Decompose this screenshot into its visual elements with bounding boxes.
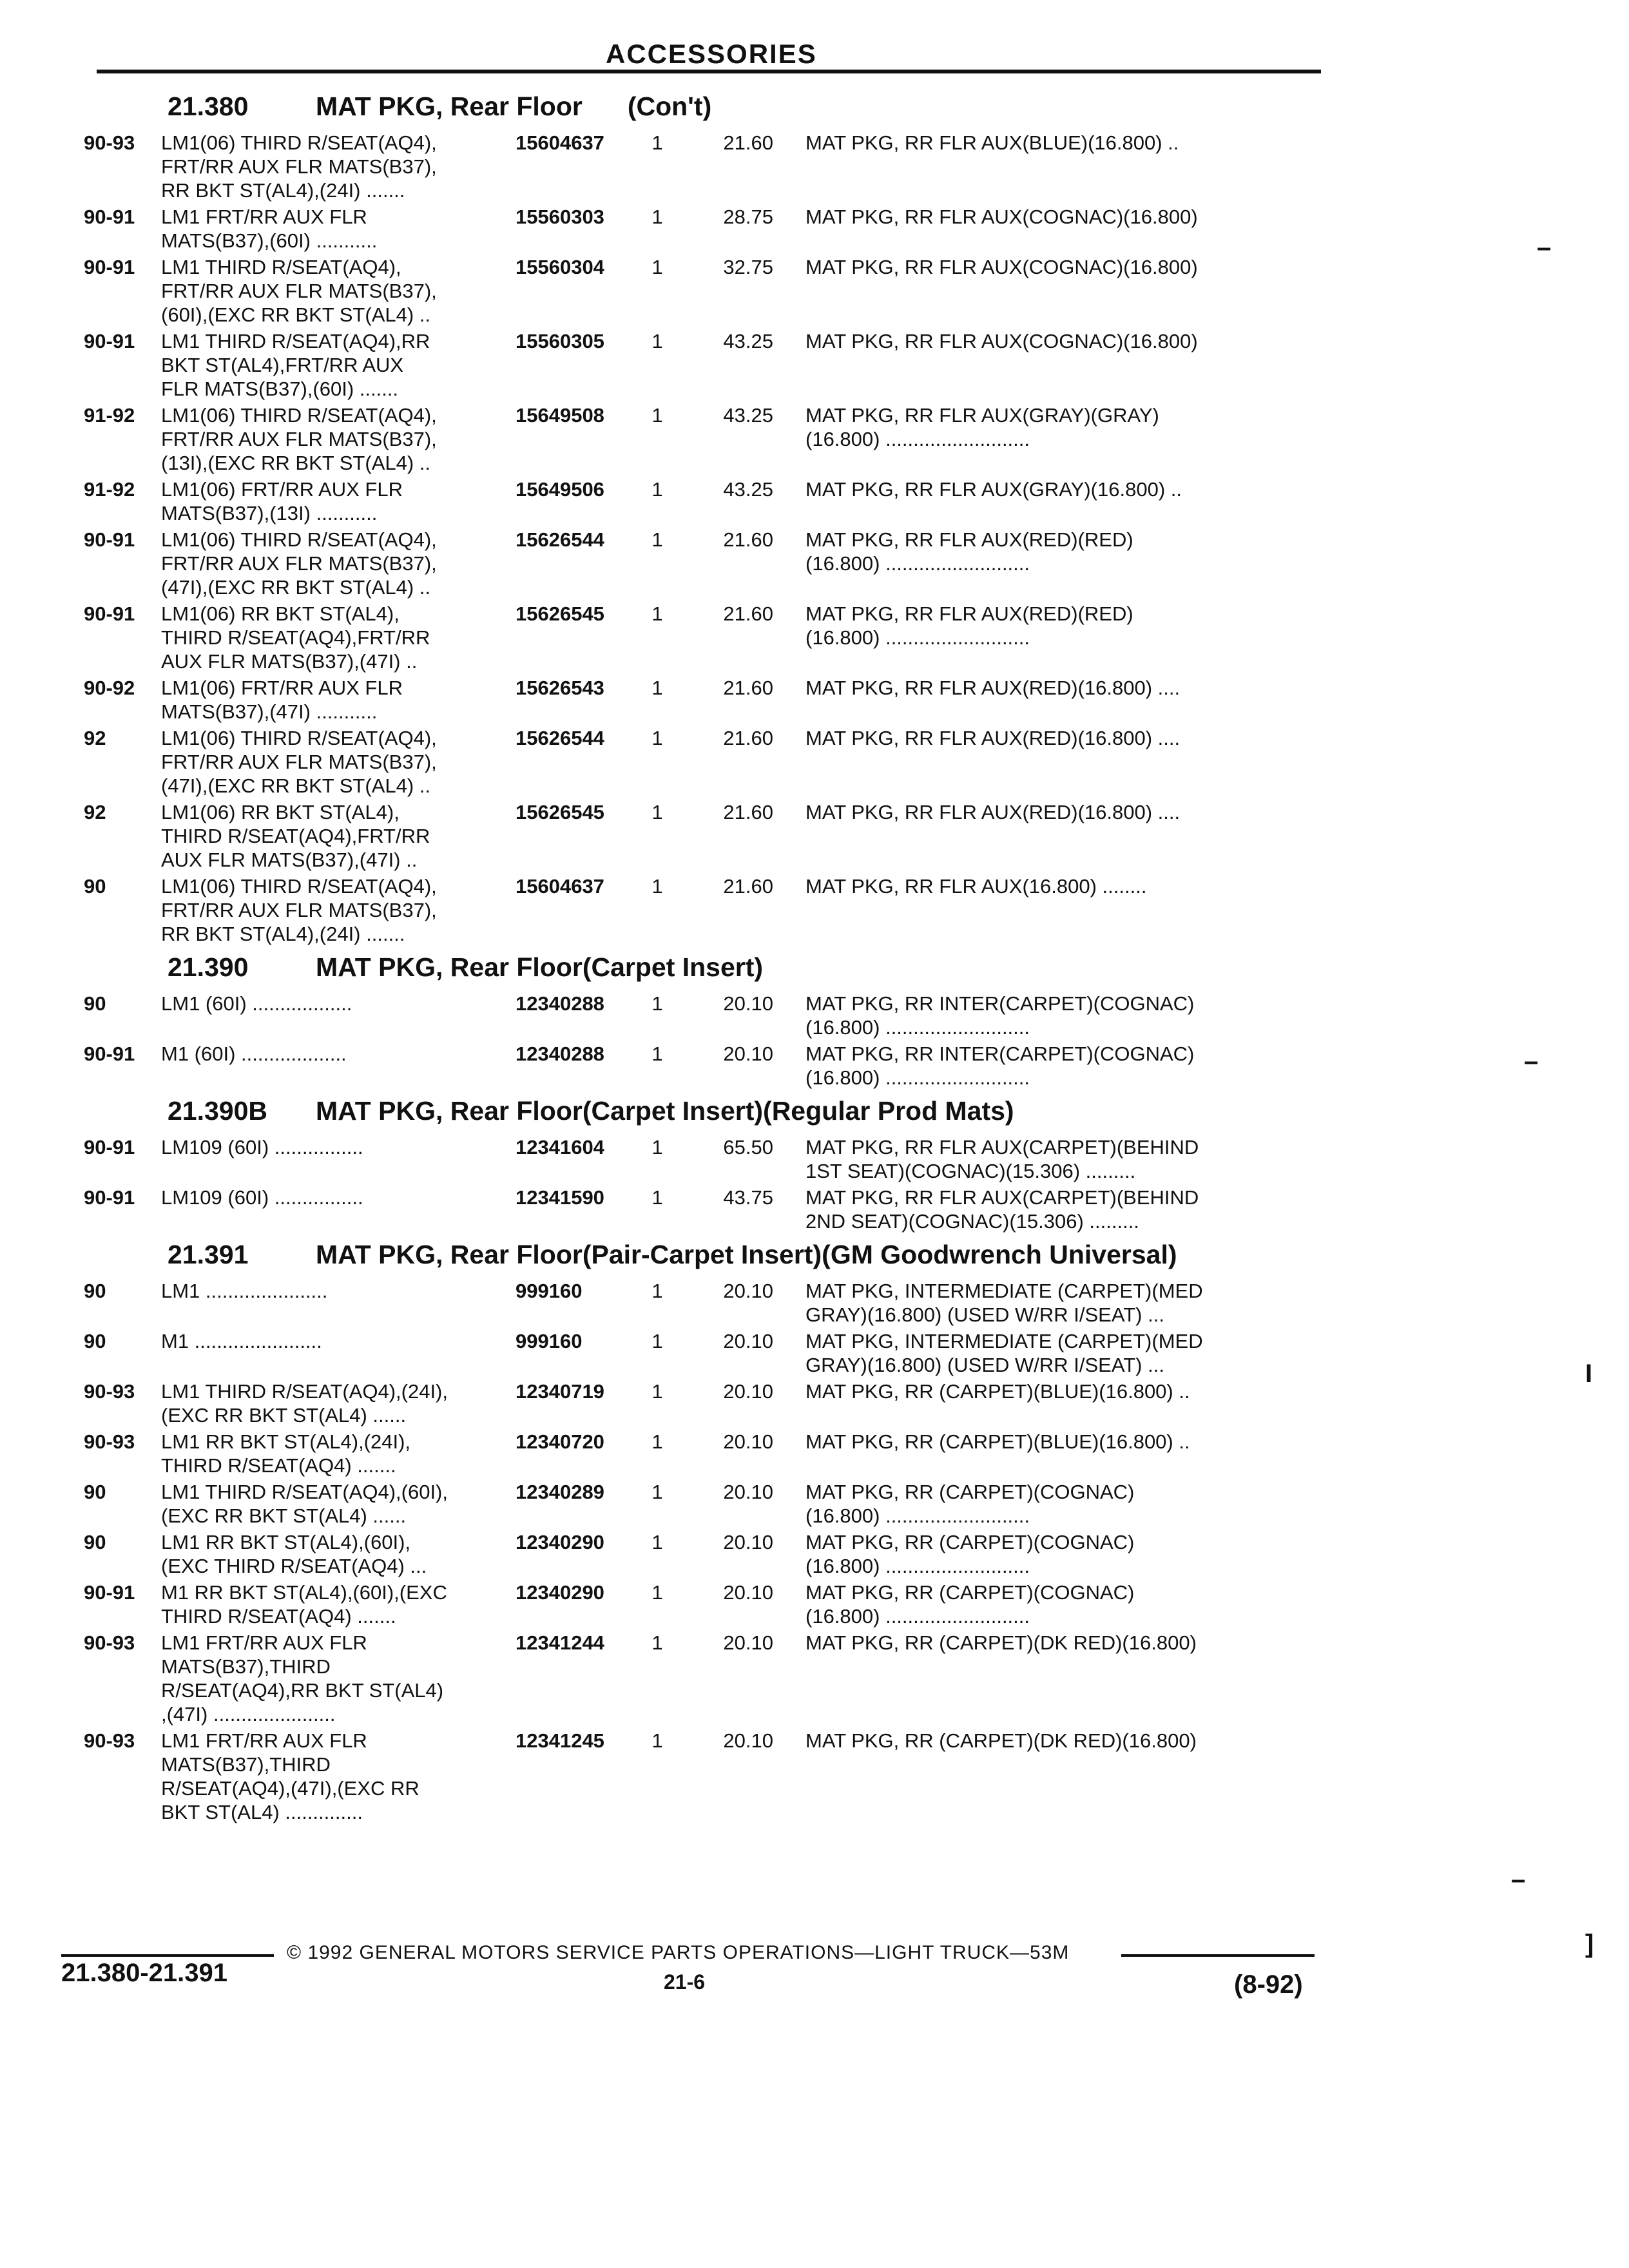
section-continued: (Con't) — [627, 91, 712, 121]
part-name: MAT PKG, RR FLR AUX(CARPET)(BEHIND 2ND SEAT)(COGNAC)(15.306) ......... — [805, 1186, 1199, 1233]
part-name: MAT PKG, RR FLR AUX(RED)(16.800) .... — [805, 727, 1181, 749]
part-row — [84, 1279, 1347, 1327]
part-name: MAT PKG, RR (CARPET)(COGNAC) (16.800) .......................... — [805, 1481, 1135, 1527]
part-name: MAT PKG, RR FLR AUX(COGNAC)(16.800) — [805, 330, 1198, 352]
part-row — [84, 528, 1347, 599]
price: 21.60 — [723, 677, 773, 699]
section-number: 21.391 — [168, 1240, 249, 1269]
price: 21.60 — [723, 875, 773, 898]
usage-description: LM109 (60I) ................ — [161, 1186, 363, 1209]
usage-description: LM1(06) THIRD R/SEAT(AQ4), FRT/RR AUX FLR MATS(B37), (47I),(EXC RR BKT ST(AL4) .. — [161, 528, 437, 599]
quantity: 1 — [651, 1136, 663, 1158]
part-number: 999160 — [516, 1330, 583, 1352]
quantity: 1 — [651, 528, 663, 551]
parts-listing — [84, 85, 1347, 1827]
part-row — [84, 602, 1347, 673]
part-row — [84, 329, 1347, 401]
part-name: MAT PKG, RR FLR AUX(RED)(RED) (16.800) .......................... — [805, 602, 1133, 649]
quantity: 1 — [651, 1380, 663, 1403]
price: 20.10 — [723, 1481, 773, 1503]
part-number: 15649506 — [516, 478, 604, 501]
usage-description: LM1(06) RR BKT ST(AL4), THIRD R/SEAT(AQ4),FRT/RR AUX FLR MATS(B37),(47I) .. — [161, 602, 430, 673]
margin-mark: – — [1511, 1865, 1526, 1894]
usage-description: LM1 FRT/RR AUX FLR MATS(B37),THIRD R/SEAT(AQ4),RR BKT ST(AL4) ,(47I) ...................... — [161, 1631, 444, 1725]
usage-description: LM1 ...................... — [161, 1280, 328, 1302]
footer-copyright: © 1992 GENERAL MOTORS SERVICE PARTS OPERATIONS—LIGHT TRUCK—53M — [287, 1942, 1070, 1963]
part-row — [84, 1729, 1347, 1824]
usage-description: LM1 FRT/RR AUX FLR MATS(B37),THIRD R/SEAT(AQ4),(47I),(EXC RR BKT ST(AL4) .............. — [161, 1729, 419, 1823]
part-row — [84, 1530, 1347, 1578]
part-name: MAT PKG, RR FLR AUX(RED)(16.800) .... — [805, 801, 1181, 823]
model-years: 90-93 — [84, 1729, 135, 1752]
usage-description: LM1(06) THIRD R/SEAT(AQ4), FRT/RR AUX FLR MATS(B37), RR BKT ST(AL4),(24I) ....... — [161, 131, 437, 202]
footer-rule-left — [61, 1954, 274, 1957]
usage-description: LM1 RR BKT ST(AL4),(60I), (EXC THIRD R/SEAT(AQ4) ... — [161, 1531, 427, 1577]
quantity: 1 — [651, 875, 663, 898]
part-number: 15626545 — [516, 801, 604, 823]
part-row — [84, 726, 1347, 798]
part-number: 15560304 — [516, 256, 604, 278]
part-number: 12340289 — [516, 1481, 604, 1503]
part-name: MAT PKG, RR INTER(CARPET)(COGNAC) (16.800) .......................... — [805, 1043, 1195, 1089]
quantity: 1 — [651, 1729, 663, 1752]
model-years: 90-91 — [84, 256, 135, 278]
part-number: 15626545 — [516, 602, 604, 625]
model-years: 90-93 — [84, 131, 135, 154]
quantity: 1 — [651, 801, 663, 823]
part-name: MAT PKG, RR FLR AUX(RED)(16.800) .... — [805, 677, 1181, 699]
quantity: 1 — [651, 1531, 663, 1553]
price: 43.25 — [723, 478, 773, 501]
price: 21.60 — [723, 131, 773, 154]
part-number: 12340720 — [516, 1430, 604, 1453]
usage-description: M1 RR BKT ST(AL4),(60I),(EXC THIRD R/SEAT(AQ4) ....... — [161, 1581, 447, 1628]
quantity: 1 — [651, 206, 663, 228]
model-years: 90-93 — [84, 1380, 135, 1403]
model-years: 90 — [84, 1280, 106, 1302]
part-number: 12341244 — [516, 1631, 604, 1654]
quantity: 1 — [651, 256, 663, 278]
part-number: 15626544 — [516, 528, 604, 551]
model-years: 90-91 — [84, 602, 135, 625]
footer-rule-right — [1121, 1954, 1315, 1957]
price: 20.10 — [723, 1043, 773, 1065]
model-years: 92 — [84, 801, 106, 823]
part-row — [84, 1581, 1347, 1628]
part-name: MAT PKG, INTERMEDIATE (CARPET)(MED GRAY)(16.800) (USED W/RR I/SEAT) ... — [805, 1330, 1203, 1376]
price: 20.10 — [723, 1631, 773, 1654]
price: 21.60 — [723, 602, 773, 625]
part-name: MAT PKG, RR INTER(CARPET)(COGNAC) (16.800) .......................... — [805, 992, 1195, 1039]
part-row — [84, 1430, 1347, 1477]
part-number: 15649508 — [516, 404, 604, 427]
margin-mark: – — [1537, 233, 1552, 262]
part-number: 12340288 — [516, 992, 604, 1015]
model-years: 90 — [84, 875, 106, 898]
price: 21.60 — [723, 801, 773, 823]
model-years: 90-93 — [84, 1631, 135, 1654]
model-years: 90-91 — [84, 1186, 135, 1209]
footer-page-number: 21-6 — [664, 1970, 706, 1994]
usage-description: LM1(06) FRT/RR AUX FLR MATS(B37),(13I) ........... — [161, 478, 403, 524]
margin-mark: I — [1585, 1360, 1593, 1388]
part-number: 15626543 — [516, 677, 604, 699]
header-rule — [97, 70, 1321, 73]
part-number: 15604637 — [516, 131, 604, 154]
model-years: 90-91 — [84, 206, 135, 228]
margin-mark: – — [1524, 1047, 1539, 1075]
part-row — [84, 800, 1347, 872]
part-row — [84, 1631, 1347, 1726]
part-number: 12341604 — [516, 1136, 604, 1158]
part-name: MAT PKG, RR (CARPET)(BLUE)(16.800) .. — [805, 1430, 1190, 1453]
part-row — [84, 477, 1347, 525]
quantity: 1 — [651, 602, 663, 625]
usage-description: LM1 FRT/RR AUX FLR MATS(B37),(60I) ........... — [161, 206, 378, 252]
part-name: MAT PKG, RR (CARPET)(DK RED)(16.800) — [805, 1631, 1197, 1654]
model-years: 90-92 — [84, 677, 135, 699]
model-years: 91-92 — [84, 478, 135, 501]
footer-date: (8-92) — [1234, 1970, 1303, 1999]
part-number: 12341590 — [516, 1186, 604, 1209]
part-name: MAT PKG, RR FLR AUX(CARPET)(BEHIND 1ST SEAT)(COGNAC)(15.306) ......... — [805, 1136, 1199, 1182]
part-name: MAT PKG, RR (CARPET)(DK RED)(16.800) — [805, 1729, 1197, 1752]
part-name: MAT PKG, RR FLR AUX(COGNAC)(16.800) — [805, 206, 1198, 228]
part-row — [84, 1329, 1347, 1377]
price: 65.50 — [723, 1136, 773, 1158]
part-row — [84, 131, 1347, 202]
part-number: 999160 — [516, 1280, 583, 1302]
model-years: 90-91 — [84, 1581, 135, 1604]
part-row — [84, 255, 1347, 327]
section-number: 21.380 — [168, 91, 249, 121]
part-name: MAT PKG, RR FLR AUX(GRAY)(GRAY) (16.800) .......................... — [805, 404, 1159, 450]
part-number: 12340290 — [516, 1581, 604, 1604]
part-name: MAT PKG, RR FLR AUX(16.800) ........ — [805, 875, 1147, 898]
model-years: 90-93 — [84, 1430, 135, 1453]
usage-description: LM1(06) THIRD R/SEAT(AQ4), FRT/RR AUX FLR MATS(B37), (13I),(EXC RR BKT ST(AL4) .. — [161, 404, 437, 474]
part-row — [84, 874, 1347, 946]
model-years: 90 — [84, 1481, 106, 1503]
model-years: 90 — [84, 1330, 106, 1352]
quantity: 1 — [651, 1280, 663, 1302]
quantity: 1 — [651, 1430, 663, 1453]
part-name: MAT PKG, RR FLR AUX(BLUE)(16.800) .. — [805, 131, 1179, 154]
price: 32.75 — [723, 256, 773, 278]
part-row — [84, 1042, 1347, 1090]
quantity: 1 — [651, 1186, 663, 1209]
section-heading — [84, 91, 1347, 122]
part-number: 12340290 — [516, 1531, 604, 1553]
section-number: 21.390B — [168, 1096, 268, 1126]
usage-description: LM1 THIRD R/SEAT(AQ4),(60I), (EXC RR BKT ST(AL4) ...... — [161, 1481, 448, 1527]
part-number: 15604637 — [516, 875, 604, 898]
section-title: MAT PKG, Rear Floor(Pair-Carpet Insert)(GM Goodwrench Universal) — [316, 1240, 1177, 1269]
price: 43.25 — [723, 404, 773, 427]
quantity: 1 — [651, 992, 663, 1015]
part-row — [84, 1186, 1347, 1233]
part-name: MAT PKG, RR (CARPET)(COGNAC) (16.800) .......................... — [805, 1531, 1135, 1577]
price: 20.10 — [723, 992, 773, 1015]
quantity: 1 — [651, 1581, 663, 1604]
quantity: 1 — [651, 478, 663, 501]
quantity: 1 — [651, 1481, 663, 1503]
section-heading — [84, 952, 1347, 983]
price: 20.10 — [723, 1581, 773, 1604]
quantity: 1 — [651, 1043, 663, 1065]
price: 21.60 — [723, 727, 773, 749]
part-row — [84, 403, 1347, 475]
section-title: MAT PKG, Rear Floor(Carpet Insert) — [316, 952, 764, 982]
price: 20.10 — [723, 1280, 773, 1302]
part-number: 12340288 — [516, 1043, 604, 1065]
model-years: 90-91 — [84, 330, 135, 352]
part-row — [84, 676, 1347, 724]
price: 43.75 — [723, 1186, 773, 1209]
model-years: 90 — [84, 1531, 106, 1553]
price: 21.60 — [723, 528, 773, 551]
usage-description: LM1(06) THIRD R/SEAT(AQ4), FRT/RR AUX FLR MATS(B37), RR BKT ST(AL4),(24I) ....... — [161, 875, 437, 945]
part-number: 15560303 — [516, 206, 604, 228]
part-row — [84, 1135, 1347, 1183]
usage-description: LM1 THIRD R/SEAT(AQ4), FRT/RR AUX FLR MATS(B37), (60I),(EXC RR BKT ST(AL4) .. — [161, 256, 437, 326]
model-years: 92 — [84, 727, 106, 749]
quantity: 1 — [651, 404, 663, 427]
part-row — [84, 992, 1347, 1039]
usage-description: LM1 THIRD R/SEAT(AQ4),(24I), (EXC RR BKT ST(AL4) ...... — [161, 1380, 448, 1427]
model-years: 90-91 — [84, 1043, 135, 1065]
usage-description: LM1 THIRD R/SEAT(AQ4),RR BKT ST(AL4),FRT/RR AUX FLR MATS(B37),(60I) ....... — [161, 330, 430, 400]
part-number: 12341245 — [516, 1729, 604, 1752]
usage-description: M1 ....................... — [161, 1330, 322, 1352]
price: 20.10 — [723, 1729, 773, 1752]
quantity: 1 — [651, 727, 663, 749]
footer-section-range: 21.380-21.391 — [61, 1959, 228, 1987]
quantity: 1 — [651, 330, 663, 352]
part-number: 15626544 — [516, 727, 604, 749]
page-title: ACCESSORIES — [606, 39, 817, 69]
section-heading — [84, 1240, 1347, 1270]
part-name: MAT PKG, INTERMEDIATE (CARPET)(MED GRAY)(16.800) (USED W/RR I/SEAT) ... — [805, 1280, 1203, 1326]
quantity: 1 — [651, 131, 663, 154]
part-name: MAT PKG, RR (CARPET)(COGNAC) (16.800) .......................... — [805, 1581, 1135, 1628]
quantity: 1 — [651, 1330, 663, 1352]
price: 20.10 — [723, 1330, 773, 1352]
price: 20.10 — [723, 1531, 773, 1553]
part-name: MAT PKG, RR FLR AUX(GRAY)(16.800) .. — [805, 478, 1182, 501]
usage-description: LM1(06) FRT/RR AUX FLR MATS(B37),(47I) ........... — [161, 677, 403, 723]
part-number: 15560305 — [516, 330, 604, 352]
price: 43.25 — [723, 330, 773, 352]
part-name: MAT PKG, RR (CARPET)(BLUE)(16.800) .. — [805, 1380, 1190, 1403]
part-row — [84, 205, 1347, 253]
part-name: MAT PKG, RR FLR AUX(RED)(RED) (16.800) .......................... — [805, 528, 1133, 575]
model-years: 90-91 — [84, 528, 135, 551]
part-row — [84, 1480, 1347, 1528]
section-title: MAT PKG, Rear Floor(Carpet Insert)(Regular Prod Mats) — [316, 1096, 1014, 1126]
price: 20.10 — [723, 1430, 773, 1453]
quantity: 1 — [651, 1631, 663, 1654]
usage-description: LM1(06) RR BKT ST(AL4), THIRD R/SEAT(AQ4),FRT/RR AUX FLR MATS(B37),(47I) .. — [161, 801, 430, 871]
price: 20.10 — [723, 1380, 773, 1403]
quantity: 1 — [651, 677, 663, 699]
section-number: 21.390 — [168, 952, 249, 982]
usage-description: LM1 RR BKT ST(AL4),(24I), THIRD R/SEAT(AQ4) ....... — [161, 1430, 411, 1477]
part-row — [84, 1379, 1347, 1427]
part-number: 12340719 — [516, 1380, 604, 1403]
part-name: MAT PKG, RR FLR AUX(COGNAC)(16.800) — [805, 256, 1198, 278]
section-title: MAT PKG, Rear Floor — [316, 91, 583, 121]
price: 28.75 — [723, 206, 773, 228]
section-heading — [84, 1096, 1347, 1126]
usage-description: LM1(06) THIRD R/SEAT(AQ4), FRT/RR AUX FLR MATS(B37), (47I),(EXC RR BKT ST(AL4) .. — [161, 727, 437, 797]
usage-description: LM109 (60I) ................ — [161, 1136, 363, 1158]
usage-description: M1 (60I) ................... — [161, 1043, 347, 1065]
usage-description: LM1 (60I) .................. — [161, 992, 352, 1015]
margin-mark: ] — [1585, 1930, 1594, 1958]
model-years: 90 — [84, 992, 106, 1015]
model-years: 91-92 — [84, 404, 135, 427]
model-years: 90-91 — [84, 1136, 135, 1158]
